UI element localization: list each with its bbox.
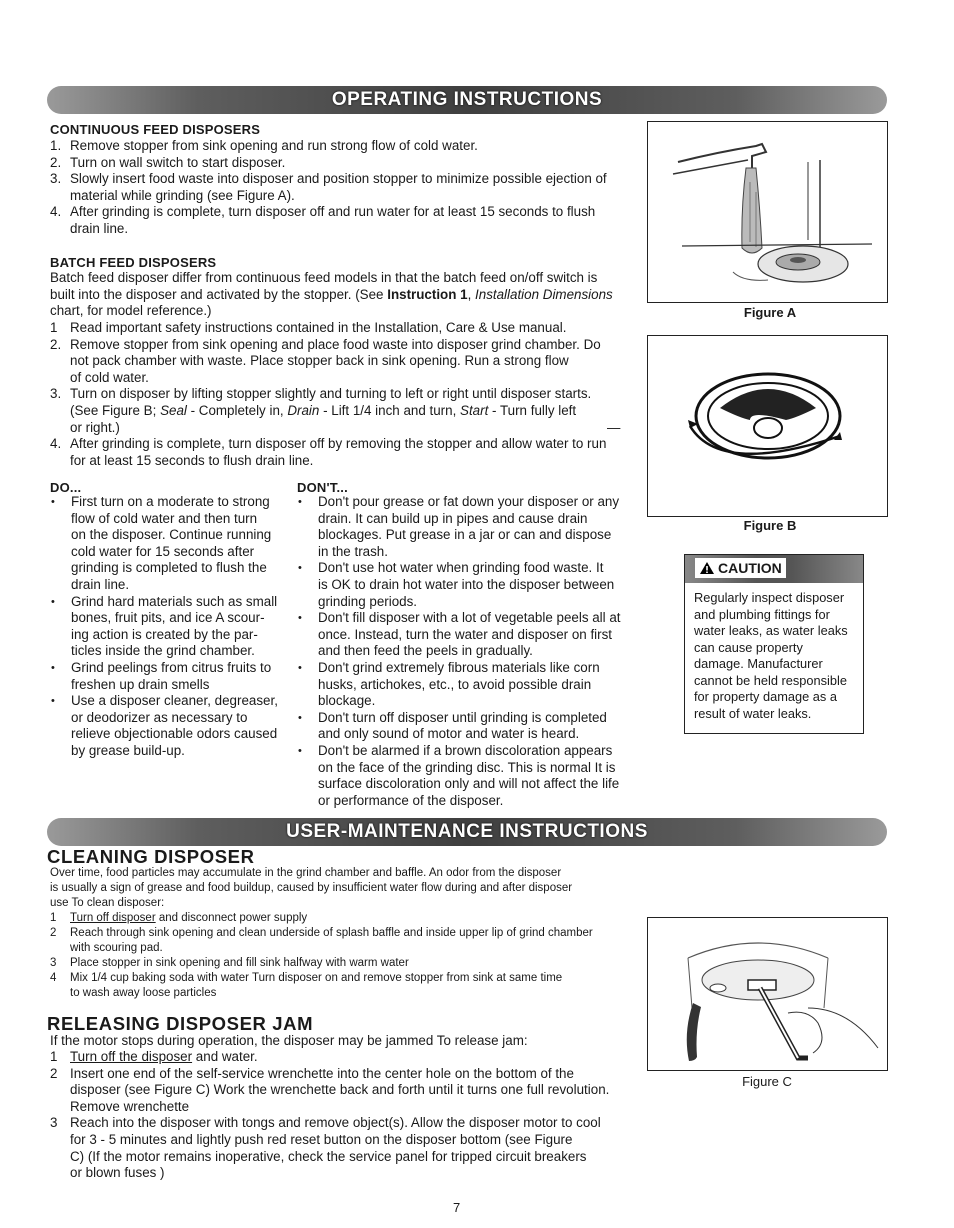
step-item [50, 1066, 650, 1116]
bullet-line: • Don't use hot water when grinding food waste. It [318, 560, 604, 576]
bullet-line: grinding is completed to flush the [71, 560, 267, 576]
releasing-intro: If the motor stops during operation, the disposer may be jammed To release jam: [50, 1033, 528, 1048]
figure-b-caption: Figure B [743, 518, 797, 533]
releasing-steps [50, 1049, 650, 1182]
step-number: 3 [50, 1115, 58, 1131]
bullet-line: • First turn on a moderate to strong [71, 494, 270, 509]
figure-a [647, 121, 888, 303]
step-line: Read important safety instructions contained in the Installation, Care & Use manual. [70, 320, 567, 335]
cleaning-steps [50, 911, 650, 1001]
step-line [70, 956, 650, 971]
caution-label-text: CAUTION [718, 560, 782, 576]
step-number: 2 [50, 927, 57, 939]
step-text: Insert one end of the self-service wrenchette into the center hole on the bottom of the [70, 1065, 574, 1081]
bullet-line: drain. It can build up in pipes and cause drain [318, 510, 588, 526]
bullet-line: grinding periods. [318, 593, 418, 609]
faucet-illustration [648, 122, 887, 302]
step-item [50, 956, 650, 971]
step-text: Reach through sink opening and clean underside of splash baffle and inside upper lip of grind chamber [70, 927, 593, 939]
bullet-item [297, 743, 647, 809]
continuous-feed-heading: CONTINUOUS FEED DISPOSERS [50, 122, 261, 137]
bullet-item [297, 710, 647, 743]
step-item [50, 155, 650, 172]
step-text: Reach into the disposer with tongs and remove object(s). Allow the disposer motor to cool [70, 1115, 601, 1131]
bullet-line: in the trash. [318, 543, 388, 559]
bullet-line: blockage. [318, 693, 376, 709]
step-line: Remove stopper from sink opening and run strong flow of cold water. [70, 138, 478, 153]
step-item [50, 926, 650, 956]
caution-line: water leaks, as water leaks [694, 623, 848, 638]
warning-triangle-icon [699, 561, 715, 575]
bullet-line: ticles inside the grind chamber. [71, 643, 255, 659]
bullet-line: • Don't be alarmed if a brown discoloration appears [318, 742, 613, 758]
do-list [50, 494, 290, 760]
caution-box [684, 554, 864, 734]
batch-feed-steps [50, 320, 650, 469]
batch-feed-intro [50, 270, 650, 320]
intro-text: , [467, 286, 476, 302]
step-text: - Completely in, [186, 402, 288, 418]
step-line: disposer (see Figure C) Work the wrenchette back and forth until it turns one full revolution. [70, 1082, 610, 1098]
intro-text: built into the disposer and activated by the stopper. (See [50, 286, 388, 302]
figure-c [647, 917, 888, 1071]
step-text: Place stopper in sink opening and fill sink halfway with warm water [70, 957, 409, 969]
bullet-line: • Grind peelings from citrus fruits to [71, 659, 272, 675]
user-maintenance-banner [47, 818, 887, 846]
step-number: 3. [50, 386, 62, 402]
bullet-line: or deodorizer as necessary to [71, 709, 248, 725]
step-line [70, 403, 650, 420]
step-item [50, 204, 650, 237]
step-line: After grinding is complete, turn disposer off by removing the stopper and allow water to run [70, 436, 607, 452]
step-number: 2 [50, 1065, 58, 1081]
releasing-jam-heading: RELEASING DISPOSER JAM [47, 1013, 314, 1034]
step-line [70, 1049, 650, 1066]
caution-line: and plumbing fittings for [694, 606, 830, 622]
bullet-line: or performance of the disposer. [318, 792, 504, 808]
bullet-line: • Don't grind extremely fibrous materials like corn [318, 659, 600, 675]
bullet-line: once. Instead, turn the water and disposer on first [318, 626, 613, 642]
bullet-line: • Don't pour grease or fat down your disposer or any [318, 494, 620, 509]
bullet-line: cold water for 15 seconds after [71, 543, 255, 559]
intro-line: Over time, food particles may accumulate in the grind chamber and baffle. An odor from the disposer [50, 867, 562, 879]
caution-body [685, 583, 863, 722]
step-line [70, 1066, 650, 1083]
caution-line: for property damage as a [694, 689, 837, 704]
step-number: 1 [50, 1049, 58, 1064]
step-number: 1 [50, 912, 57, 924]
step-line: drain line. [70, 220, 129, 236]
step-line: with scouring pad. [70, 942, 163, 954]
step-line: After grinding is complete, turn disposer off and run water for at least 15 seconds to flush [70, 204, 596, 220]
step-text: (See Figure B; [70, 402, 161, 418]
step-item [50, 971, 650, 1001]
step-underlined-text: Turn off the disposer [70, 1049, 193, 1064]
figure-b [647, 335, 888, 517]
step-line: to wash away loose particles [70, 987, 217, 999]
step-item [50, 386, 650, 436]
banner-title: OPERATING INSTRUCTIONS [331, 89, 603, 110]
step-text: and water. [192, 1049, 258, 1064]
instruction-ref: Instruction 1 [387, 286, 468, 302]
bullet-item [50, 494, 290, 594]
step-number: 2. [50, 336, 62, 352]
intro-line: is usually a sign of grease and food buildup, caused by insufficient water flow during and after disposer [50, 882, 573, 894]
bullet-line: drain line. [71, 576, 130, 592]
bullet-line: and only sound of motor and water is heard. [318, 726, 580, 742]
step-item [50, 436, 650, 469]
bullet-item [50, 594, 290, 660]
step-number: 2. [50, 154, 62, 170]
step-text: or right.) [70, 419, 120, 435]
step-line [70, 971, 650, 986]
step-item [50, 1049, 650, 1066]
bullet-line: • Don't fill disposer with a lot of vegetable peels all at [318, 610, 621, 626]
step-number: 4 [50, 972, 57, 984]
bullet-item [297, 560, 647, 610]
step-line [70, 420, 650, 437]
figure-a-caption: Figure A [743, 305, 797, 320]
bullet-line: flow of cold water and then turn [71, 510, 258, 526]
bullet-item [297, 494, 647, 560]
bullet-item [297, 660, 647, 710]
do-heading: DO... [50, 480, 82, 495]
step-line: of cold water. [70, 369, 149, 385]
step-underlined-text: Turn off disposer [70, 912, 156, 924]
bullet-line: • Don't turn off disposer until grinding is completed [318, 709, 607, 725]
bullet-line: bones, fruit pits, and ice A scour- [71, 610, 265, 626]
step-item [50, 911, 650, 926]
step-line [70, 926, 650, 941]
step-number: 3 [50, 957, 57, 969]
step-item [50, 337, 650, 387]
step-item [50, 171, 650, 204]
batch-intro-line-1: Batch feed disposer differ from continuous feed models in that the batch feed on/off switch is [50, 270, 598, 285]
step-line: for 3 - 5 minutes and lightly push red reset button on the disposer bottom (see Figure [70, 1131, 573, 1147]
caution-header [685, 555, 863, 583]
step-line: Remove wrenchette [70, 1098, 190, 1114]
step-number: 4. [50, 204, 62, 220]
bullet-line: by grease build-up. [71, 742, 185, 758]
stopper-illustration [648, 336, 887, 516]
banner-title: USER-MAINTENANCE INSTRUCTIONS [286, 821, 648, 842]
caution-line: result of water leaks. [694, 705, 812, 721]
intro-line: use To clean disposer: [50, 897, 165, 909]
step-number: 1 [50, 320, 58, 335]
step-number: 3. [50, 171, 62, 187]
figure-c-caption: Figure C [742, 1074, 792, 1089]
step-line: Turn on wall switch to start disposer. [70, 154, 286, 170]
step-line: not pack chamber with waste. Place stopper back in sink opening. Run a strong flow [70, 353, 569, 369]
step-line [70, 1115, 650, 1132]
wrenchette-illustration [648, 918, 887, 1070]
bullet-line: ing action is created by the par- [71, 626, 258, 642]
drain-term: Drain [287, 402, 320, 418]
bullet-item [50, 660, 290, 693]
cleaning-disposer-heading: CLEANING DISPOSER [47, 846, 255, 867]
step-line: Turn on disposer by lifting stopper slightly and turning to left or right until disposer starts. [70, 386, 592, 402]
bullet-item [50, 693, 290, 759]
seal-term: Seal [160, 402, 187, 418]
bullet-item [297, 610, 647, 660]
start-term: Start [460, 402, 489, 418]
step-line: for at least 15 seconds to flush drain line. [70, 452, 314, 468]
caution-line: damage. Manufacturer [694, 656, 823, 671]
bullet-line: is OK to drain hot water into the disposer between [318, 576, 615, 592]
step-line: or blown fuses ) [70, 1165, 165, 1181]
step-line: Remove stopper from sink opening and place food waste into disposer grind chamber. Do [70, 336, 601, 352]
step-line: Slowly insert food waste into disposer and position stopper to minimize possible ejection of [70, 171, 607, 187]
bullet-line: relieve objectionable odors caused [71, 726, 278, 742]
step-text: - Lift 1/4 inch and turn, [319, 402, 461, 418]
step-line: C) (If the motor remains inoperative, check the service panel for tripped circuit breakers [70, 1148, 587, 1164]
dont-list [297, 494, 647, 809]
step-line [70, 911, 650, 926]
step-text: - Turn fully left [488, 402, 577, 418]
bullet-line: • Grind hard materials such as small [71, 593, 278, 609]
step-text: and disconnect power supply [155, 912, 308, 924]
batch-intro-line-3: chart, for model reference.) [50, 303, 212, 319]
bullet-line: • Use a disposer cleaner, degreaser, [71, 693, 278, 709]
caution-line: Regularly inspect disposer [694, 590, 845, 605]
step-number: 4. [50, 436, 62, 452]
bullet-line: and then feed the peels in gradually. [318, 643, 533, 659]
batch-feed-heading: BATCH FEED DISPOSERS [50, 255, 217, 270]
dash-mark: — [607, 419, 621, 435]
step-item [50, 1115, 650, 1181]
caution-label [695, 558, 786, 578]
page-number: 7 [453, 1200, 461, 1215]
cleaning-intro [50, 866, 650, 911]
step-text: Mix 1/4 cup baking soda with water Turn disposer on and remove stopper from sink at same time [70, 972, 563, 984]
step-number: 1. [50, 138, 62, 153]
step-item [50, 138, 650, 155]
operating-instructions-banner [47, 86, 887, 114]
bullet-line: blockages. Put grease in a jar or can and dispose [318, 527, 612, 543]
step-line: material while grinding (see Figure A). [70, 187, 295, 203]
continuous-feed-steps [50, 138, 650, 238]
installation-dimensions-ref: Installation Dimensions [475, 286, 613, 302]
step-item [50, 320, 650, 337]
bullet-line: freshen up drain smells [71, 676, 210, 692]
caution-line: can cause property [694, 639, 803, 655]
batch-intro-line-2 [50, 287, 650, 304]
bullet-line: on the disposer. Continue running [71, 527, 272, 543]
caution-line: cannot be held responsible [694, 672, 847, 688]
bullet-line: surface discoloration only and will not affect the life [318, 776, 620, 792]
bullet-line: husks, artichokes, etc., to avoid possible drain [318, 676, 592, 692]
dont-heading: DON'T... [297, 480, 348, 495]
bullet-line: on the face of the grinding disc. This is normal It is [318, 759, 616, 775]
